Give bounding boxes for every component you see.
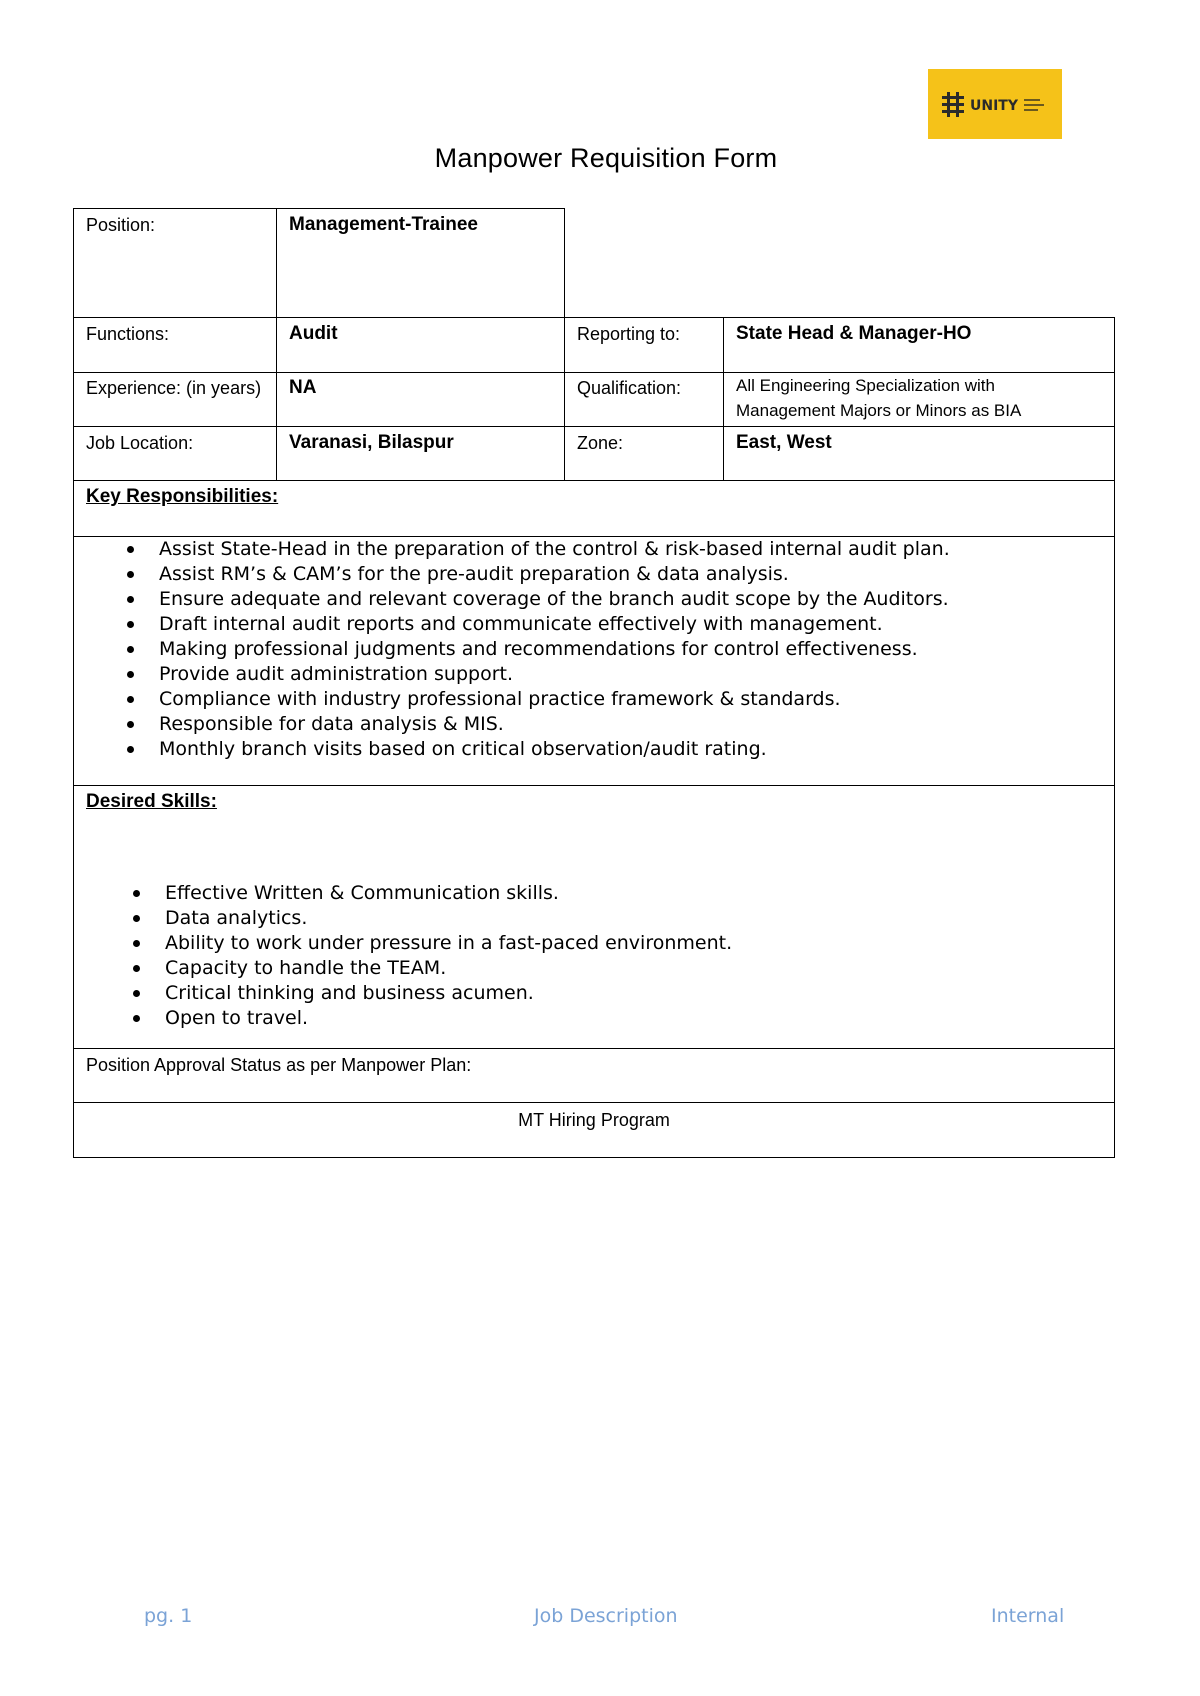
qualification-label: Qualification: [577, 378, 682, 398]
zone-label: Zone: [577, 433, 624, 453]
position-value: Management-Trainee [289, 214, 478, 235]
job-location-label: Job Location: [86, 433, 194, 453]
functions-value: Audit [289, 323, 338, 344]
list-item: Data analytics. [79, 906, 732, 931]
list-item: Compliance with industry professional practice framework & standards. [73, 687, 950, 712]
approval-status-value: MT Hiring Program [518, 1110, 670, 1130]
company-logo [928, 69, 1062, 139]
job-location-value: Varanasi, Bilaspur [289, 432, 454, 453]
approval-status-label: Position Approval Status as per Manpower Plan: [86, 1055, 472, 1075]
unity-logo-icon [940, 87, 1050, 121]
list-item: Assist RM’s & CAM’s for the pre-audit preparation & data analysis. [73, 562, 950, 587]
list-item: Making professional judgments and recommendations for control effectiveness. [73, 637, 950, 662]
list-item: Ensure adequate and relevant coverage of the branch audit scope by the Auditors. [73, 587, 950, 612]
reporting-label: Reporting to: [577, 324, 681, 344]
qualification-value: All Engineering Specialization with Management Majors or Minors as BIA [736, 376, 1022, 420]
requisition-form-table [73, 208, 1115, 1158]
skills-list [79, 881, 732, 1031]
functions-label: Functions: [86, 324, 170, 344]
footer-page-number: pg. 1 [144, 1605, 193, 1627]
list-item: Provide audit administration support. [73, 662, 950, 687]
reporting-value: State Head & Manager-HO [736, 323, 972, 344]
list-item: Draft internal audit reports and communicate effectively with management. [73, 612, 950, 637]
svg-text:UNITY: UNITY [970, 98, 1018, 114]
list-item: Open to travel. [79, 1006, 732, 1031]
list-item: Critical thinking and business acumen. [79, 981, 732, 1006]
footer-center-text: Job Description [534, 1605, 678, 1627]
position-label: Position: [86, 215, 156, 235]
list-item: Monthly branch visits based on critical observation/audit rating. [73, 737, 950, 762]
list-item: Capacity to handle the TEAM. [79, 956, 732, 981]
list-item: Assist State-Head in the preparation of the control & risk-based internal audit plan. [73, 537, 950, 562]
list-item: Responsible for data analysis & MIS. [73, 712, 950, 737]
responsibilities-list [73, 537, 950, 762]
experience-value: NA [289, 377, 317, 398]
zone-value: East, West [736, 432, 832, 453]
footer-classification: Internal [991, 1605, 1065, 1627]
list-item: Effective Written & Communication skills. [79, 881, 732, 906]
desired-skills-heading: Desired Skills: [86, 791, 217, 812]
list-item: Ability to work under pressure in a fast-paced environment. [79, 931, 732, 956]
page-title: Manpower Requisition Form [434, 143, 778, 173]
key-responsibilities-heading: Key Responsibilities: [86, 486, 279, 507]
experience-label: Experience: (in years) [86, 378, 262, 398]
